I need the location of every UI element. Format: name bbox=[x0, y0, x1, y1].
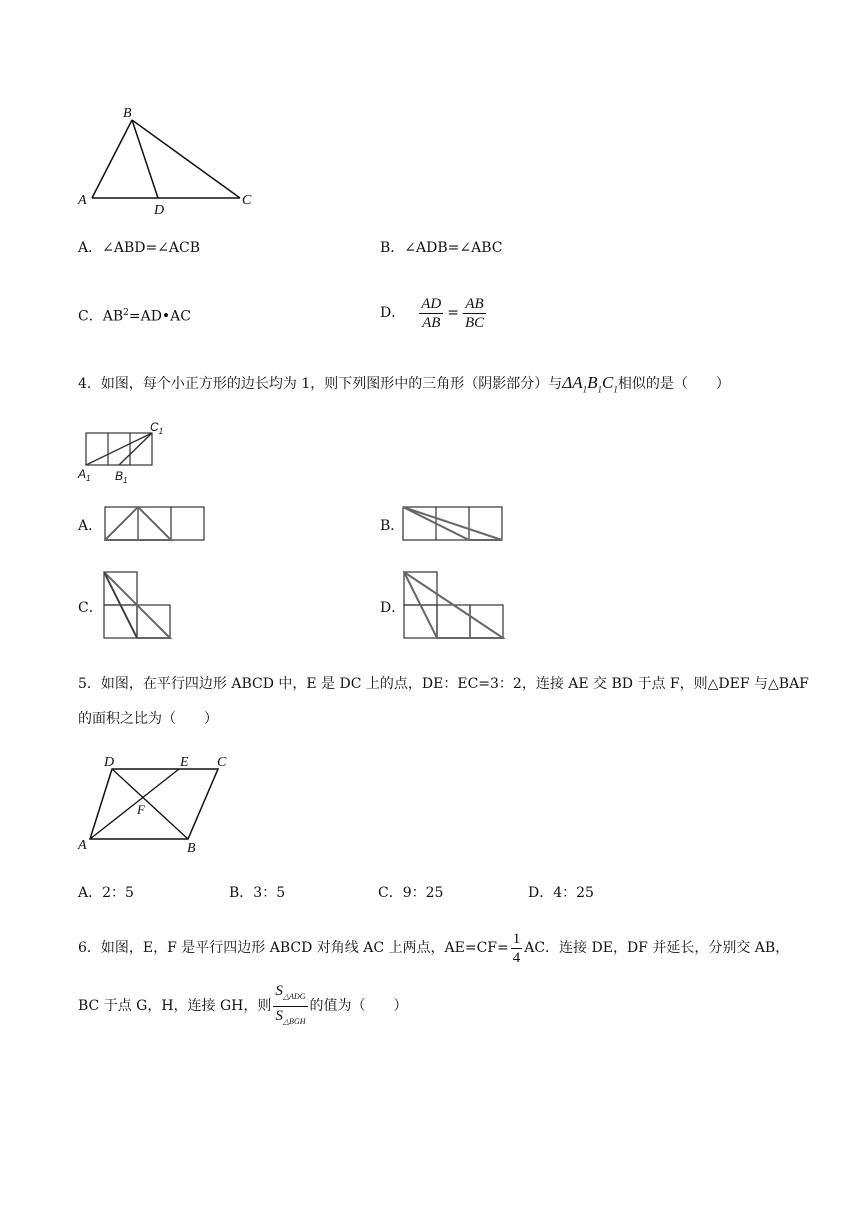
q3-label-a: A bbox=[78, 193, 87, 208]
q6-area-ratio bbox=[273, 982, 307, 1031]
q4-stem-pre: 4．如图，每个小正方形的边长均为 1，则下列图形中的三角形（阴影部分）与 bbox=[78, 376, 563, 392]
q3-frac2-denominator: BC bbox=[464, 314, 485, 331]
q4-triangle-name: $\Delta A_1B_1C_1$ bbox=[562, 373, 618, 395]
q5-option-c: C．9：25 bbox=[378, 885, 444, 901]
q3-option-d-fraction-2 bbox=[463, 295, 486, 332]
q6-fraction-one-quarter bbox=[511, 930, 523, 967]
q3-side-bc bbox=[132, 120, 240, 198]
q3-frac1-denominator: AB bbox=[422, 314, 441, 331]
q5-label-c: C bbox=[217, 755, 227, 770]
q6-line2 bbox=[78, 984, 408, 1028]
q4-label-b1: $B_1$ bbox=[115, 469, 128, 485]
q3-label-d: D bbox=[154, 203, 165, 218]
q3-label-c: C bbox=[242, 193, 252, 208]
q5-option-a: A．2：5 bbox=[78, 885, 134, 901]
q4-stem bbox=[78, 373, 730, 399]
q4-label-c1: $C_1$ bbox=[150, 420, 164, 436]
q3-option-c bbox=[78, 303, 191, 327]
q6-frac-denominator: 4 bbox=[512, 949, 521, 966]
q5-parallelogram bbox=[90, 769, 218, 839]
q3-option-c-sup: 2 bbox=[123, 308, 129, 318]
q6-ratio-numerator: $S_{\triangle ADG}$ bbox=[275, 982, 306, 1001]
q6-line1-pre: 6．如图，E，F 是平行四边形 ABCD 对角线 AC 上两点，AE=CF= bbox=[78, 940, 509, 956]
q3-option-b: B．∠ADB=∠ABC bbox=[380, 240, 503, 256]
q6-line2-pre: BC 于点 G，H，连接 GH，则 bbox=[78, 998, 272, 1014]
q3-option-c-pre: C．AB bbox=[78, 308, 124, 325]
q3-frac1-numerator: AD bbox=[421, 295, 442, 312]
q4-ref-triangle-side-b1c1 bbox=[119, 433, 152, 465]
q5-label-b: B bbox=[187, 841, 196, 856]
q4-ref-triangle-side-a1c1 bbox=[86, 433, 152, 465]
q5-parallelogram-figure bbox=[74, 750, 234, 856]
q5-diagonal-bd bbox=[112, 769, 188, 839]
q4-option-b-triangle bbox=[403, 507, 502, 540]
q4-option-b-label: B． bbox=[380, 518, 405, 534]
q3-option-d-label: D． bbox=[380, 305, 406, 321]
q5-label-e: E bbox=[180, 755, 189, 770]
q5-option-b: B．3：5 bbox=[229, 885, 286, 901]
q3-option-c-post: =AD•AC bbox=[128, 308, 192, 325]
q6-frac-numerator: 1 bbox=[512, 930, 521, 947]
q4-option-a-label: A． bbox=[78, 518, 103, 534]
q4-stem-post: 相似的是（ ） bbox=[617, 376, 730, 392]
q4-label-a1: $A_1$ bbox=[78, 467, 91, 483]
q5-segment-ae bbox=[90, 769, 179, 839]
q5-option-d: D．4：25 bbox=[528, 885, 594, 901]
q4-reference-grid-figure bbox=[74, 420, 174, 488]
q5-stem-line1: 5．如图，在平行四边形 ABCD 中，E 是 DC 上的点，DE：EC=3：2，连接 AE 交 BD 于点 F，则△DEF 与△BAF bbox=[78, 676, 809, 692]
q6-line1-post: AC．连接 DE，DF 并延长，分别交 AB， bbox=[524, 940, 790, 956]
q3-triangle-figure bbox=[70, 100, 270, 220]
q3-option-d-equals: = bbox=[447, 305, 459, 321]
q4-option-d-label: D． bbox=[380, 600, 406, 616]
q3-label-b: B bbox=[123, 106, 132, 121]
q4-option-d-figure bbox=[403, 571, 505, 641]
q6-ratio-denominator: $S_{\triangle BGH}$ bbox=[275, 1007, 306, 1026]
q4-option-c-figure bbox=[103, 571, 173, 641]
q3-side-ab bbox=[92, 120, 132, 198]
q3-segment-bd bbox=[132, 120, 158, 198]
q3-option-d bbox=[380, 292, 486, 334]
q3-frac2-numerator: AB bbox=[465, 295, 484, 312]
q4-option-c-label: C． bbox=[78, 600, 103, 616]
q5-label-d: D bbox=[104, 755, 115, 770]
q4-option-a-figure bbox=[104, 505, 206, 543]
q3-option-d-fraction-1 bbox=[419, 295, 443, 332]
q5-label-a: A bbox=[78, 838, 87, 853]
q6-line1 bbox=[78, 928, 789, 968]
q5-stem-line2: 的面积之比为（ ） bbox=[78, 711, 218, 727]
q5-label-f: F bbox=[137, 802, 145, 817]
q4-option-b-figure bbox=[402, 505, 504, 543]
q3-option-a: A．∠ABD=∠ACB bbox=[78, 240, 201, 256]
q6-line2-post: 的值为（ ） bbox=[309, 998, 408, 1014]
